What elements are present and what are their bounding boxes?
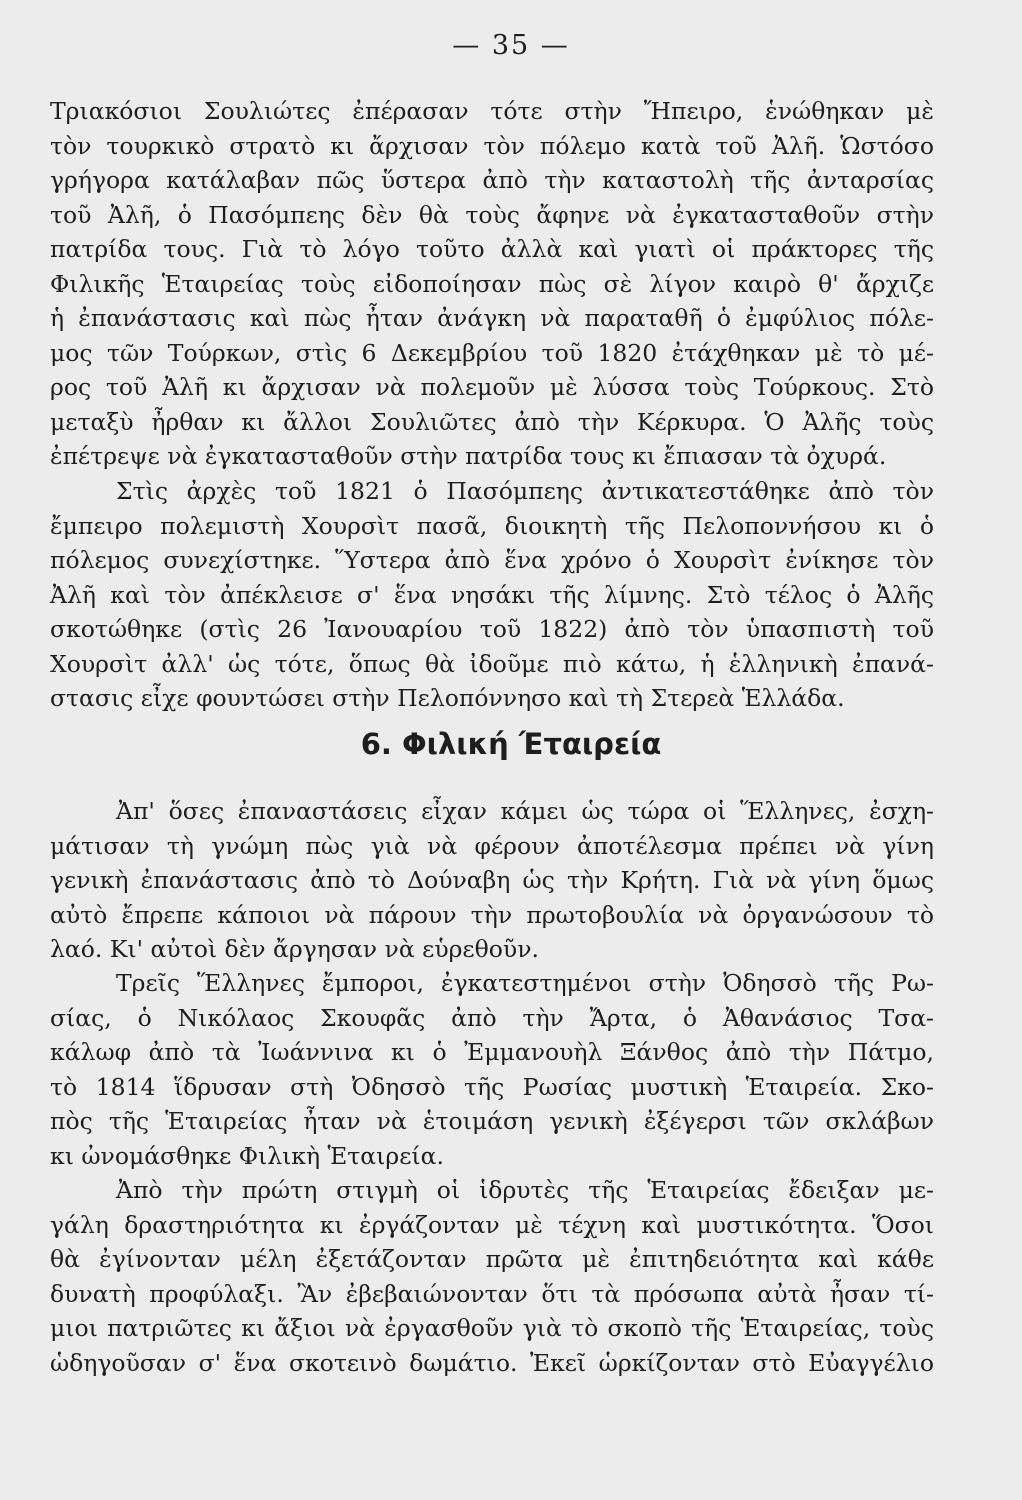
text-line: σκοτώθηκε (στὶς 26 Ἰανουαρίου τοῦ 1822) ἀπὸ τὸν ὑπασπιστὴ τοῦ xyxy=(50,615,934,643)
text-line: μιοι πατριῶτες κι ἄξιοι νὰ ἐργασθοῦν γιὰ τὸ σκοπὸ τῆς Ἑταιρείας, τοὺς xyxy=(50,1314,934,1342)
text-line: Τρεῖς Ἕλληνες ἔμποροι, ἐγκατεστημένοι στὴν Ὀδησσὸ τῆς Ρω- xyxy=(116,969,934,997)
text-line: στασις εἶχε φουντώσει στὴν Πελοπόννησο καὶ τὴ Στερεὰ Ἑλλάδα. xyxy=(50,684,845,712)
text-line: Χουρσὶτ ἀλλ' ὡς τότε, ὅπως θὰ ἰδοῦμε πιὸ κάτω, ἡ ἑλληνικὴ ἐπανά- xyxy=(50,649,934,678)
text-line: Τριακόσιοι Σουλιώτες ἐπέρασαν τότε στὴν Ἤπειρο, ἑνώθηκαν μὲ xyxy=(50,97,934,125)
text-line: Φιλικῆς Ἑταιρείας τοὺς εἰδοποίησαν πὼς σὲ λίγον καιρὸ θ' ἄρχιζε xyxy=(50,269,934,298)
text-line: ἔμπειρο πολεμιστὴ Χουρσὶτ πασᾶ, διοικητὴ τῆς Πελοποννήσου κι ὁ xyxy=(50,511,934,540)
text-line: τὸ 1814 ἵδρυσαν στὴ Ὀδησσὸ τῆς Ρωσίας μυστικὴ Ἑταιρεία. Σκο- xyxy=(50,1072,934,1101)
text-line: δυνατὴ προφύλαξι. Ἂν ἐβεβαιώνονταν ὅτι τὰ πρόσωπα αὐτὰ ἦσαν τί- xyxy=(50,1279,934,1308)
paragraph-3 xyxy=(50,794,934,967)
text-line: θὰ ἐγίνονταν μέλη ἐξετάζονταν πρῶτα μὲ ἐπιτηδειότητα καὶ κάθε xyxy=(50,1245,934,1273)
text-line: ἡ ἐπανάστασις καὶ πὼς ἦταν ἀνάγκη νὰ παραταθῆ ὁ ἐμφύλιος πόλε- xyxy=(50,304,934,332)
text-line: πόλεμος συνεχίστηκε. Ὕστερα ἀπὸ ἕνα χρόνο ὁ Χουρσὶτ ἐνίκησε τὸν xyxy=(50,546,934,574)
page-number: — 35 — xyxy=(452,30,570,61)
text-line: λαό. Κι' αὐτοὶ δὲν ἄργησαν νὰ εὑρεθοῦν. xyxy=(50,935,539,963)
text-line: μάτισαν τὴ γνώμη πὼς γιὰ νὰ φέρουν ἀποτέλεσμα πρέπει νὰ γίνη xyxy=(50,831,934,860)
text-line: ὡδηγοῦσαν σ' ἕνα σκοτεινὸ δωμάτιο. Ἐκεῖ ὡρκίζονταν στὸ Εὐαγγέλιο xyxy=(50,1348,934,1377)
text-line: πὸς τῆς Ἑταιρείας ἦταν νὰ ἑτοιμάση γενικὴ ἐξέγερσι τῶν σκλάβων xyxy=(50,1107,934,1135)
text-line: γρήγορα κατάλαβαν πῶς ὕστερα ἀπὸ τὴν καταστολὴ τῆς ἀνταρσίας xyxy=(50,166,934,194)
text-line: γενικὴ ἐπανάστασις ἀπὸ τὸ Δούναβη ὡς τὴν Κρήτη. Γιὰ νὰ γίνη ὅμως xyxy=(50,866,934,894)
text-line: κι ὠνομάσθηκε Φιλικὴ Ἑταιρεία. xyxy=(50,1141,444,1170)
text-line: τὸν τουρκικὸ στρατὸ κι ἄρχισαν τὸν πόλεμο κατὰ τοῦ Ἀλῆ. Ὡστόσο xyxy=(50,131,934,160)
text-line: μος τῶν Τούρκων, στὶς 6 Δεκεμβρίου τοῦ 1820 ἐτάχθηκαν μὲ τὸ μέ- xyxy=(50,338,934,367)
text-line: Ἀλῆ καὶ τὸν ἀπέκλεισε σ' ἕνα νησάκι τῆς λίμνης. Στὸ τέλος ὁ Ἀλῆς xyxy=(50,580,934,609)
section-heading: 6. Φιλική Έταιρεία xyxy=(360,727,662,761)
text-line: τοῦ Ἀλῆ, ὁ Πασόμπεης δὲν θὰ τοὺς ἄφηνε νὰ ἐγκατασταθοῦν στὴν xyxy=(50,200,934,229)
text-line: Ἀπ' ὅσες ἐπαναστάσεις εἶχαν κάμει ὡς τώρα οἱ Ἕλληνες, ἐσχη- xyxy=(116,797,934,825)
paragraph-5 xyxy=(50,1173,934,1380)
text-line: κάλωφ ἀπὸ τὰ Ἰωάννινα κι ὁ Ἐμμανουὴλ Ξάνθος ἀπὸ τὴν Πάτμο, xyxy=(50,1038,934,1066)
text-line: αὐτὸ ἔπρεπε κάποιοι νὰ πάρουν τὴν πρωτοβουλία νὰ ὀργανώσουν τὸ xyxy=(50,900,934,929)
text-line: Στὶς ἀρχὲς τοῦ 1821 ὁ Πασόμπεης ἀντικατεστάθηκε ἀπὸ τὸν xyxy=(116,477,934,505)
text-line: μεταξὺ ἦρθαν κι ἄλλοι Σουλιῶτες ἀπὸ τὴν Κέρκυρα. Ὁ Ἀλῆς τοὺς xyxy=(50,407,934,436)
text-line: σίας, ὁ Νικόλαος Σκουφᾶς ἀπὸ τὴν Ἄρτα, ὁ Ἀθανάσιος Τσα- xyxy=(50,1003,934,1032)
text-line: Ἀπὸ τὴν πρώτη στιγμὴ οἱ ἱδρυτὲς τῆς Ἑταιρείας ἔδειξαν με- xyxy=(116,1176,934,1204)
text-line: γάλη δραστηριότητα κι ἐργάζονταν μὲ τέχνη καὶ μυστικότητα. Ὅσοι xyxy=(50,1210,934,1239)
text-line: ρος τοῦ Ἀλῆ κι ἄρχισαν νὰ πολεμοῦν μὲ λύσσα τοὺς Τούρκους. Στὸ xyxy=(50,373,934,401)
text-line: ἐπέτρεψε νὰ ἐγκατασταθοῦν στὴν πατρίδα τους κι ἔπιασαν τὰ ὀχυρά. xyxy=(50,442,887,470)
paragraph-2 xyxy=(50,474,934,716)
paragraph-4 xyxy=(50,966,934,1173)
paragraph-1 xyxy=(50,94,934,474)
text-line: πατρίδα τους. Γιὰ τὸ λόγο τοῦτο ἀλλὰ καὶ γιατὶ οἱ πράκτορες τῆς xyxy=(50,235,934,263)
